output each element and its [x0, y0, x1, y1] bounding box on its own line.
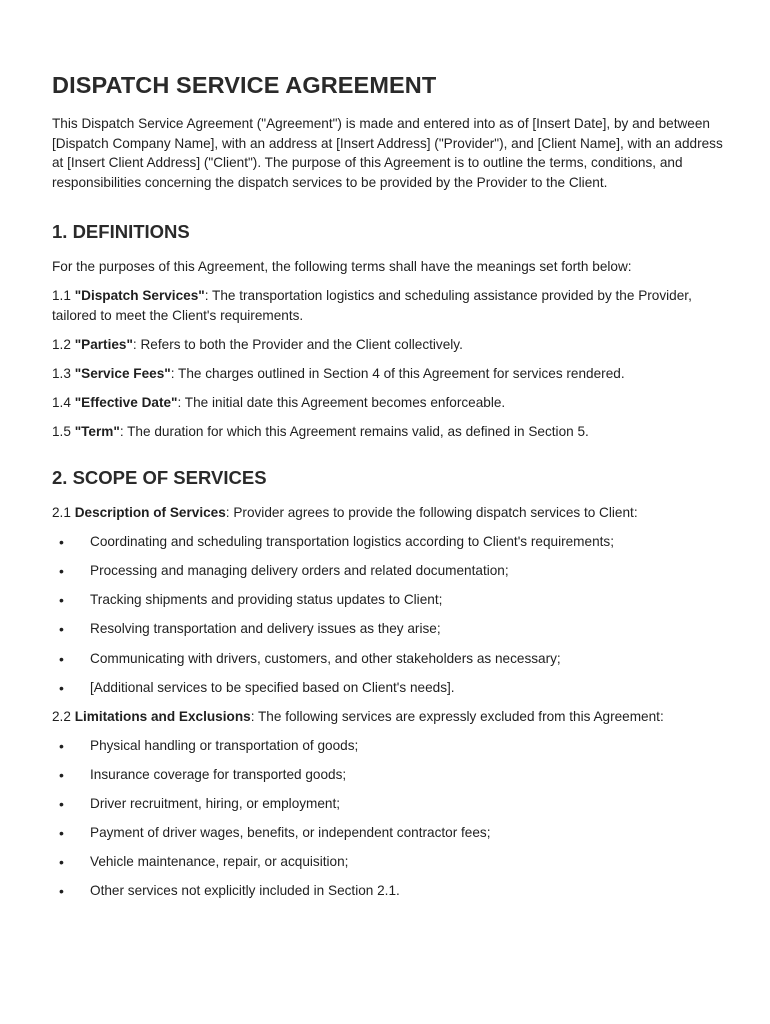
subsection-text: : Provider agrees to provide the following dispatch services to Client: [225, 505, 638, 521]
subsection-2-2 [52, 707, 724, 727]
definition-text: : The charges outlined in Section 4 of this Agreement for services rendered. [170, 366, 625, 382]
list-item: • Tracking shipments and providing status updates to Client; [52, 590, 724, 610]
list-item: • Coordinating and scheduling transportation logistics according to Client's requirements; [52, 532, 724, 552]
definition-text: : The initial date this Agreement becomes enforceable. [177, 395, 506, 411]
definition-term: "Parties" [74, 337, 133, 353]
subsection-term: Limitations and Exclusions [74, 708, 251, 724]
list-item: • Insurance coverage for transported goods; [52, 765, 724, 785]
definition-1-5 [52, 422, 724, 442]
definition-number: 1.2 [52, 337, 75, 353]
definition-text: : The transportation logistics and scheduling assistance provided by the Provider, tailored to meet the Client's requirements. [52, 288, 692, 324]
services-list [52, 532, 724, 697]
definitions-lead: For the purposes of this Agreement, the following terms shall have the meanings set forth below: [52, 259, 632, 275]
section-1-heading: 1. DEFINITIONS [52, 221, 190, 243]
definition-number: 1.4 [52, 395, 75, 411]
definition-term: "Dispatch Services" [74, 288, 205, 304]
definition-term: "Service Fees" [74, 366, 171, 382]
section-2-heading: 2. SCOPE OF SERVICES [52, 467, 267, 489]
definition-number: 1.1 [52, 288, 75, 304]
definition-1-1 [52, 286, 724, 325]
list-item: • Resolving transportation and delivery issues as they arise; [52, 619, 724, 639]
list-item: • Communicating with drivers, customers, and other stakeholders as necessary; [52, 649, 724, 669]
definition-text: : The duration for which this Agreement remains valid, as defined in Section 5. [119, 424, 589, 440]
definition-1-2 [52, 335, 724, 355]
subsection-number: 2.2 [52, 708, 75, 724]
subsection-term: Description of Services [74, 505, 226, 521]
subsection-2-1 [52, 503, 724, 523]
subsection-number: 2.1 [52, 505, 75, 521]
list-item: • Payment of driver wages, benefits, or independent contractor fees; [52, 823, 724, 843]
intro-paragraph: This Dispatch Service Agreement ("Agreement") is made and entered into as of [Insert Date], by and between [Dispatch Company Name], with an address at [Insert Address] ("Provider"), and [Client Name], with an address at [Insert Client Address] ("Client"). The purpose of this Agreement is to outline the terms, conditions, and responsibilities concerning the dispatch services to be provided by the Provider to the Client. [52, 116, 723, 190]
definition-term: "Term" [74, 424, 120, 440]
definition-term: "Effective Date" [74, 395, 178, 411]
definition-number: 1.5 [52, 424, 75, 440]
subsection-text: : The following services are expressly excluded from this Agreement: [250, 708, 664, 724]
definition-1-3 [52, 364, 724, 384]
definition-number: 1.3 [52, 366, 75, 382]
list-item: • Driver recruitment, hiring, or employment; [52, 794, 724, 814]
document-title: DISPATCH SERVICE AGREEMENT [52, 72, 437, 98]
list-item: • Physical handling or transportation of goods; [52, 736, 724, 756]
definition-text: : Refers to both the Provider and the Client collectively. [132, 337, 463, 353]
document-body [52, 70, 724, 910]
exclusions-list [52, 736, 724, 901]
list-item: • Vehicle maintenance, repair, or acquisition; [52, 852, 724, 872]
definition-1-4 [52, 393, 724, 413]
list-item: • Other services not explicitly included in Section 2.1. [52, 881, 724, 901]
list-item: • Processing and managing delivery orders and related documentation; [52, 561, 724, 581]
list-item: • [Additional services to be specified based on Client's needs]. [52, 678, 724, 698]
